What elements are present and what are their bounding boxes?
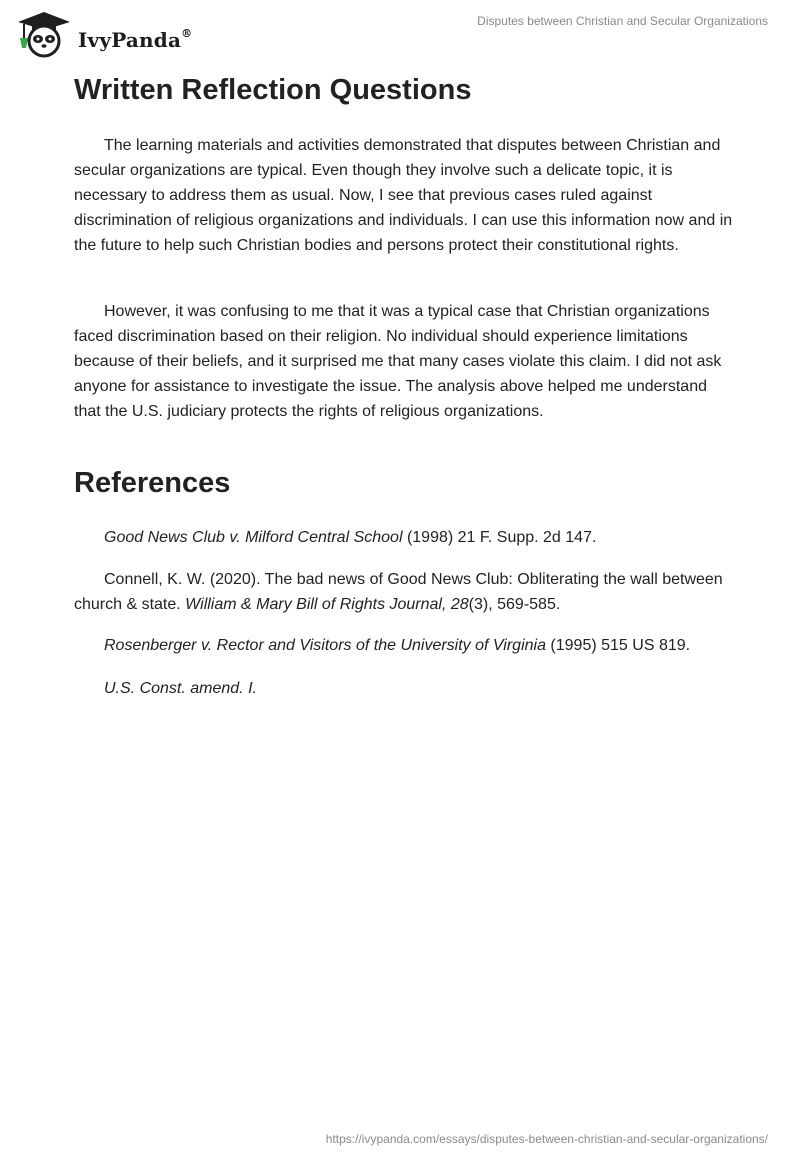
- reference-title: Good News Club v. Milford Central School: [104, 529, 403, 546]
- reference-details: (3), 569-585.: [468, 596, 561, 613]
- section-heading-reflection: Written Reflection Questions: [74, 74, 472, 106]
- paragraph-1: The learning materials and activities demonstrated that disputes between Christian and secular organizations are typical. Even though they involve such a delicate topic, it is necessary to address them as usual. Now, I see that previous cases ruled against discrimination of religious organizations and individuals. I can use this information now and in the future to help such Christian bodies and persons protect their constitutional rights.: [74, 137, 733, 254]
- ivypanda-logo[interactable]: [14, 8, 204, 58]
- reference-details: (1995) 515 US 819.: [545, 637, 691, 654]
- reference-item: [74, 676, 734, 701]
- reference-item: [74, 567, 734, 617]
- document-title: Disputes between Christian and Secular Organizations: [477, 14, 768, 28]
- paragraph-2: However, it was confusing to me that it was a typical case that Christian organizations faced discrimination based on their religion. No individual should experience limitations because of their beliefs, and it surprised me that many cases violate this claim. I did not ask anyone for assistance to investigate the issue. The analysis above helped me understand that the U.S. judiciary protects the rights of religious organizations.: [74, 303, 722, 420]
- section-heading-references: References: [74, 467, 231, 499]
- reference-item: [74, 633, 734, 658]
- reference-title: Rosenberger v. Rector and Visitors of the University of Virginia: [104, 637, 546, 654]
- reference-author: Connell, K. W. (2020). The bad news of Good News Club: Obliterating the wall between church & state.: [74, 571, 723, 613]
- reference-title: U.S. Const. amend. I.: [104, 680, 257, 697]
- reference-item: [74, 525, 734, 550]
- source-url-link[interactable]: https://ivypanda.com/essays/disputes-between-christian-and-secular-organizations/: [325, 1132, 768, 1146]
- reference-details: (1998) 21 F. Supp. 2d 147.: [402, 529, 597, 546]
- reference-journal: William & Mary Bill of Rights Journal, 28: [185, 596, 469, 613]
- brand-name: IvyPanda®: [78, 27, 193, 52]
- panda-graduate-icon: [14, 8, 74, 60]
